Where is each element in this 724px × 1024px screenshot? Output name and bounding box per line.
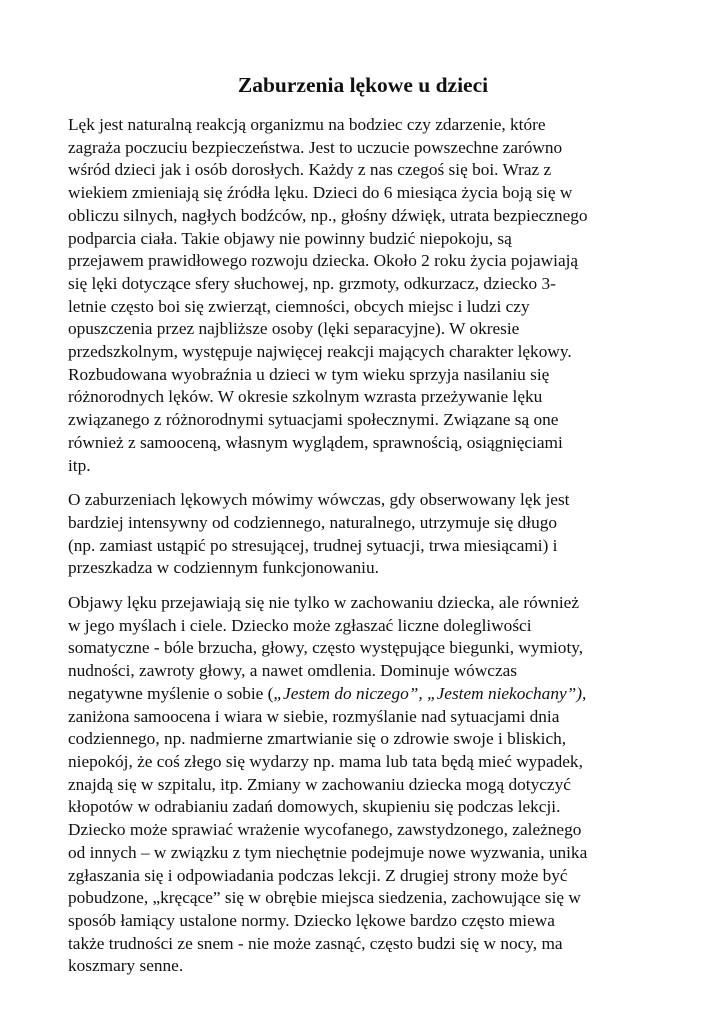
text-line: [68, 250, 658, 273]
text-segment: nudności, zawroty głowy, a nawet omdlenia. Dominuje wówczas: [68, 661, 518, 681]
text-line: [68, 409, 658, 432]
text-line: [68, 796, 658, 819]
text-segment: wiekiem zmieniają się źródła lęku. Dzieci do 6 miesiąca życia boją się w: [68, 183, 573, 203]
text-segment: zaniżona samoocena i wiara w siebie, rozmyślanie nad sytuacjami dnia: [68, 706, 560, 726]
text-segment: niepokój, że coś złego się wydarzy np. mama lub tata będą mieć wypadek,: [68, 751, 583, 771]
text-segment: różnorodnych lęków. W okresie szkolnym wzrasta przeżywanie lęku: [68, 387, 543, 407]
text-segment: również z samooceną, własnym wyglądem, sprawnością, osiągnięciami: [68, 432, 563, 452]
text-line: [68, 774, 658, 797]
text-line: [68, 159, 658, 182]
text-line: [68, 887, 658, 910]
text-segment: letnie często boi się zwierząt, ciemności, obcych miejsc i ludzi czy: [68, 296, 530, 316]
italic-quote: „Jestem do niczego”, „Jestem niekochany”),: [273, 683, 587, 703]
text-segment: (np. zamiast ustąpić po stresującej, trudnej sytuacji, trwa miesiącami) i: [68, 535, 558, 555]
text-line: [68, 341, 658, 364]
text-line: [68, 512, 658, 535]
text-segment: negatywne myślenie o sobie (: [68, 683, 274, 703]
text-line: [68, 535, 658, 558]
document-title: Zaburzenia lękowe u dzieci: [237, 73, 489, 97]
text-segment: Lęk jest naturalną reakcją organizmu na bodziec czy zdarzenie, które: [68, 115, 546, 134]
text-segment: w jego myślach i ciele. Dziecko może zgłaszać liczne dolegliwości: [68, 615, 532, 635]
paragraph: [68, 592, 658, 978]
text-line: [68, 205, 658, 228]
text-line: [68, 910, 658, 933]
text-segment: obliczu silnych, nagłych bodźców, np., głośny dźwięk, utrata bezpiecznego: [68, 205, 588, 225]
text-line: [68, 660, 658, 683]
text-segment: Rozbudowana wyobraźnia u dzieci w tym wieku sprzyja nasilaniu się: [68, 364, 550, 384]
text-segment: koszmary senne.: [68, 956, 184, 976]
text-segment: somatyczne - bóle brzucha, głowy, często występujące biegunki, wymioty,: [68, 638, 584, 658]
text-line: [68, 228, 658, 251]
text-line: [68, 137, 658, 160]
text-line: [68, 182, 658, 205]
text-segment: podparcia ciała. Takie objawy nie powinny budzić niepokoju, są: [68, 228, 512, 248]
text-segment: codziennego, np. nadmierne zmartwianie się o zdrowie swoje i bliskich,: [68, 729, 567, 749]
text-line: [68, 751, 658, 774]
text-segment: Objawy lęku przejawiają się nie tylko w zachowaniu dziecka, ale również: [68, 593, 580, 613]
text-segment: kłopotów w odrabianiu zadań domowych, skupieniu się podczas lekcji.: [68, 797, 561, 817]
text-segment: itp.: [68, 455, 91, 475]
text-segment: od innych – w związku z tym niechętnie podejmuje nowe wyzwania, unika: [68, 842, 588, 862]
text-line: [68, 637, 658, 660]
paragraph: [68, 489, 658, 580]
text-segment: związanego z różnorodnymi sytuacjami społecznymi. Związane są one: [68, 410, 559, 430]
text-segment: zagraża poczuciu bezpieczeństwa. Jest to uczucie powszechne zarówno: [68, 137, 563, 157]
text-segment: sposób łamiący ustalone normy. Dziecko lękowe bardzo często miewa: [68, 910, 555, 930]
text-segment: opuszczenia przez najbliższe osoby (lęki separacyjne). W okresie: [68, 319, 520, 339]
text-line: [68, 955, 658, 978]
text-segment: Dziecko może sprawiać wrażenie wycofanego, zawstydzonego, zależnego: [68, 820, 582, 840]
paragraph: [68, 114, 658, 477]
text-line: [68, 683, 658, 706]
text-line: [68, 296, 658, 319]
text-segment: O zaburzeniach lękowych mówimy wówczas, gdy obserwowany lęk jest: [68, 490, 570, 510]
text-segment: pobudzone, „kręcące” się w obrębie miejsca siedzenia, zachowujące się w: [68, 888, 581, 908]
text-line: [68, 865, 658, 888]
text-segment: zgłaszania się i odpowiadania podczas lekcji. Z drugiej strony może być: [68, 865, 568, 885]
text-line: [68, 557, 658, 580]
text-segment: bardziej intensywny od codziennego, naturalnego, utrzymuje się długo: [68, 512, 558, 532]
text-segment: znajdą się w szpitalu, itp. Zmiany w zachowaniu dziecka mogą dotyczyć: [68, 774, 571, 794]
text-line: [68, 489, 658, 512]
text-line: [68, 842, 658, 865]
text-line: [68, 318, 658, 341]
text-line: [68, 273, 658, 296]
text-segment: przeszkadza w codziennym funkcjonowaniu.: [68, 558, 379, 578]
text-segment: wśród dzieci jak i osób dorosłych. Każdy z nas czegoś się boi. Wraz z: [68, 160, 552, 180]
text-line: [68, 455, 658, 478]
text-line: [68, 432, 658, 455]
text-segment: przejawem prawidłowego rozwoju dziecka. Około 2 roku życia pojawiają: [68, 251, 579, 271]
text-line: [68, 592, 658, 615]
text-segment: przedszkolnym, występuje najwięcej reakcji mających charakter lękowy.: [68, 342, 572, 362]
text-line: [68, 933, 658, 956]
document-body: [68, 114, 658, 978]
text-line: [68, 706, 658, 729]
text-line: [68, 819, 658, 842]
text-line: [68, 728, 658, 751]
text-segment: także trudności ze snem - nie może zasnąć, często budzi się w nocy, ma: [68, 933, 563, 953]
text-line: [68, 615, 658, 638]
text-line: [68, 386, 658, 409]
text-segment: się lęki dotyczące sfery słuchowej, np. grzmoty, odkurzacz, dziecko 3-: [68, 273, 556, 293]
text-line: [68, 364, 658, 387]
text-line: [68, 114, 658, 137]
